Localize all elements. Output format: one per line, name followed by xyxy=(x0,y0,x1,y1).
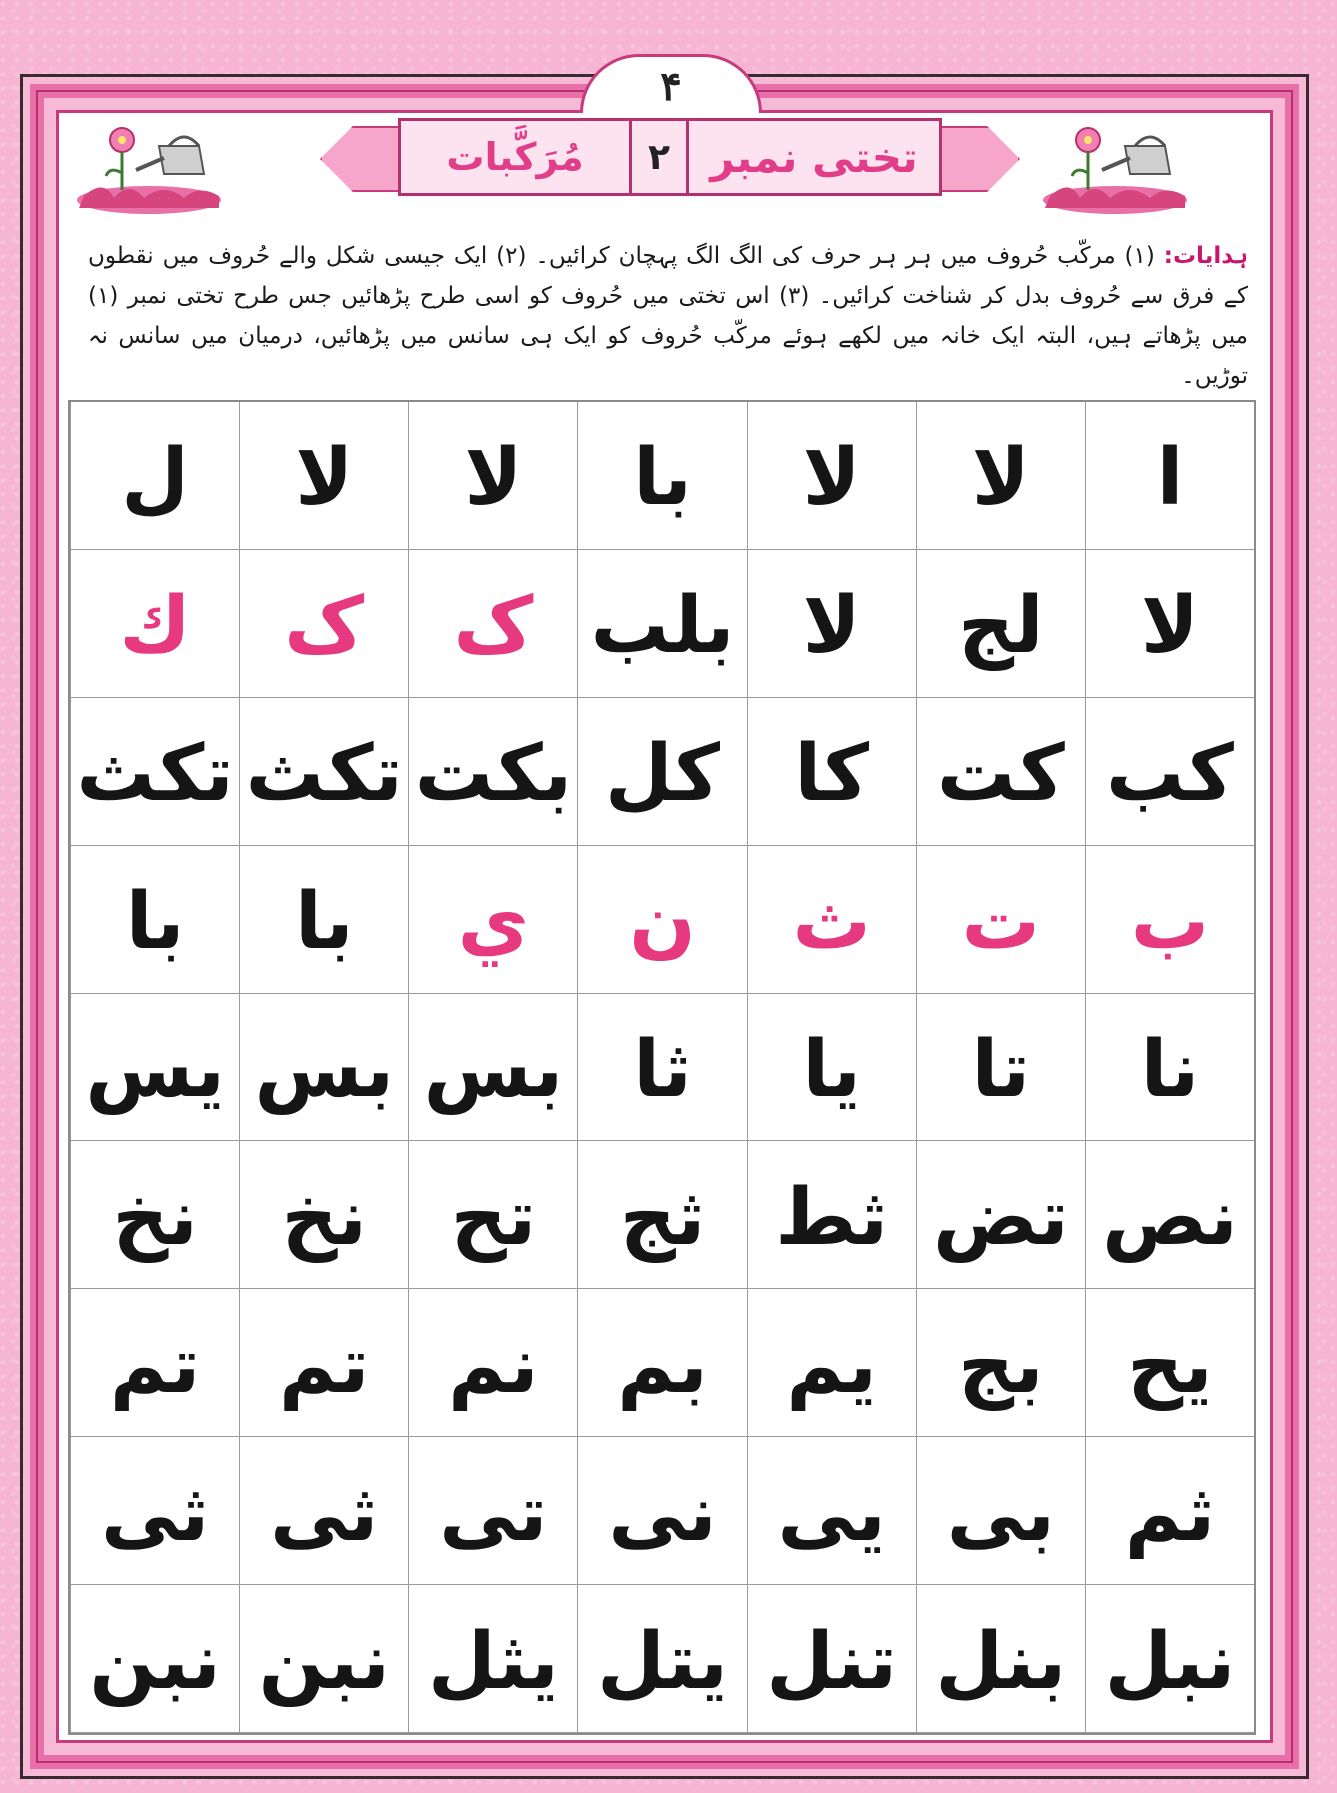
letter-cell: یم xyxy=(747,1289,916,1437)
letter-cell: بس xyxy=(239,994,408,1142)
letter-cell: نص xyxy=(1085,1141,1254,1289)
letter-cell: بج xyxy=(916,1289,1085,1437)
letter-cell: بم xyxy=(577,1289,746,1437)
letter-cell: ک xyxy=(408,550,577,698)
lesson-number: ۲ xyxy=(629,121,689,193)
letter-cell: تکث xyxy=(239,698,408,846)
letter-cell: تح xyxy=(408,1141,577,1289)
letter-cell: ثم xyxy=(1085,1437,1254,1585)
lesson-subtitle: مُرَکَّبات xyxy=(446,135,584,179)
letter-cell: لا xyxy=(239,402,408,550)
letter-cell: بلب xyxy=(577,550,746,698)
letter-cell: بنل xyxy=(916,1585,1085,1733)
letter-cell: با xyxy=(70,846,239,994)
letter-cell: ي xyxy=(408,846,577,994)
letter-cell: لا xyxy=(747,402,916,550)
letter-cell: لا xyxy=(747,550,916,698)
letter-cell: ثا xyxy=(577,994,746,1142)
letter-grid xyxy=(68,400,1256,1735)
lesson-title: تختی نمبر xyxy=(710,132,918,182)
instructions-text: (۱) مرکّب حُروف میں ہر ہر حرف کی الگ الگ پہچان کرائیں۔ (۲) ایک جیسی شکل والے حُروف میں نقطوں کے فرق سے حُروف بدل کر شناخت کرائیں۔ (۳) اس تختی میں حُروف کو اسی طرح پڑھائیں جس طرح تختی نمبر (۱) میں پڑھاتے ہیں، البتہ ایک خانہ میں لکھے ہوئے مرکّب حُروف کو ایک ہی سانس میں پڑھائیں، درمیان میں سانس نہ توڑیں۔ xyxy=(88,243,1248,389)
letter-cell: ل xyxy=(70,402,239,550)
instructions-label: ہدایات: xyxy=(1163,243,1248,269)
letter-cell: یا xyxy=(747,994,916,1142)
letter-cell: تی xyxy=(408,1437,577,1585)
letter-cell: ب xyxy=(1085,846,1254,994)
letter-cell: کت xyxy=(916,698,1085,846)
letter-cell: یح xyxy=(1085,1289,1254,1437)
letter-cell: نی xyxy=(577,1437,746,1585)
letter-cell: با xyxy=(239,846,408,994)
page-number: ۴ xyxy=(660,63,682,110)
letter-cell: ثی xyxy=(239,1437,408,1585)
letter-cell: با xyxy=(577,402,746,550)
letter-cell: تکث xyxy=(70,698,239,846)
letter-cell: تا xyxy=(916,994,1085,1142)
letter-cell: کب xyxy=(1085,698,1254,846)
letter-cell: نا xyxy=(1085,994,1254,1142)
title-box xyxy=(398,118,942,196)
letter-cell: بس xyxy=(408,994,577,1142)
letter-cell: نبل xyxy=(1085,1585,1254,1733)
flower-watering-can-ornament-left xyxy=(74,118,224,214)
letter-cell: ا xyxy=(1085,402,1254,550)
letter-cell: یس xyxy=(70,994,239,1142)
letter-cell: کا xyxy=(747,698,916,846)
letter-cell: ثط xyxy=(747,1141,916,1289)
letter-cell: نخ xyxy=(70,1141,239,1289)
letter-cell: یتل xyxy=(577,1585,746,1733)
letter-cell: لا xyxy=(1085,550,1254,698)
letter-cell: نخ xyxy=(239,1141,408,1289)
letter-cell: بی xyxy=(916,1437,1085,1585)
letter-cell: یثل xyxy=(408,1585,577,1733)
letter-cell: لا xyxy=(916,402,1085,550)
letter-cell: ك xyxy=(70,550,239,698)
letter-cell: ت xyxy=(916,846,1085,994)
letter-cell: یی xyxy=(747,1437,916,1585)
letter-cell: تنل xyxy=(747,1585,916,1733)
letter-cell: ثج xyxy=(577,1141,746,1289)
letter-cell: ثی xyxy=(70,1437,239,1585)
letter-cell: بکت xyxy=(408,698,577,846)
letter-cell: لا xyxy=(408,402,577,550)
flower-watering-can-ornament-right xyxy=(1040,118,1190,214)
letter-cell: نبن xyxy=(70,1585,239,1733)
letter-cell: ث xyxy=(747,846,916,994)
letter-cell: تض xyxy=(916,1141,1085,1289)
letter-cell: نبن xyxy=(239,1585,408,1733)
title-banner xyxy=(320,118,1020,196)
letter-cell: کل xyxy=(577,698,746,846)
letter-cell: تم xyxy=(70,1289,239,1437)
page-number-badge xyxy=(580,54,762,113)
letter-cell: تم xyxy=(239,1289,408,1437)
letter-cell: ک xyxy=(239,550,408,698)
letter-cell: ن xyxy=(577,846,746,994)
letter-cell: نم xyxy=(408,1289,577,1437)
instructions xyxy=(88,236,1248,392)
letter-cell: لج xyxy=(916,550,1085,698)
